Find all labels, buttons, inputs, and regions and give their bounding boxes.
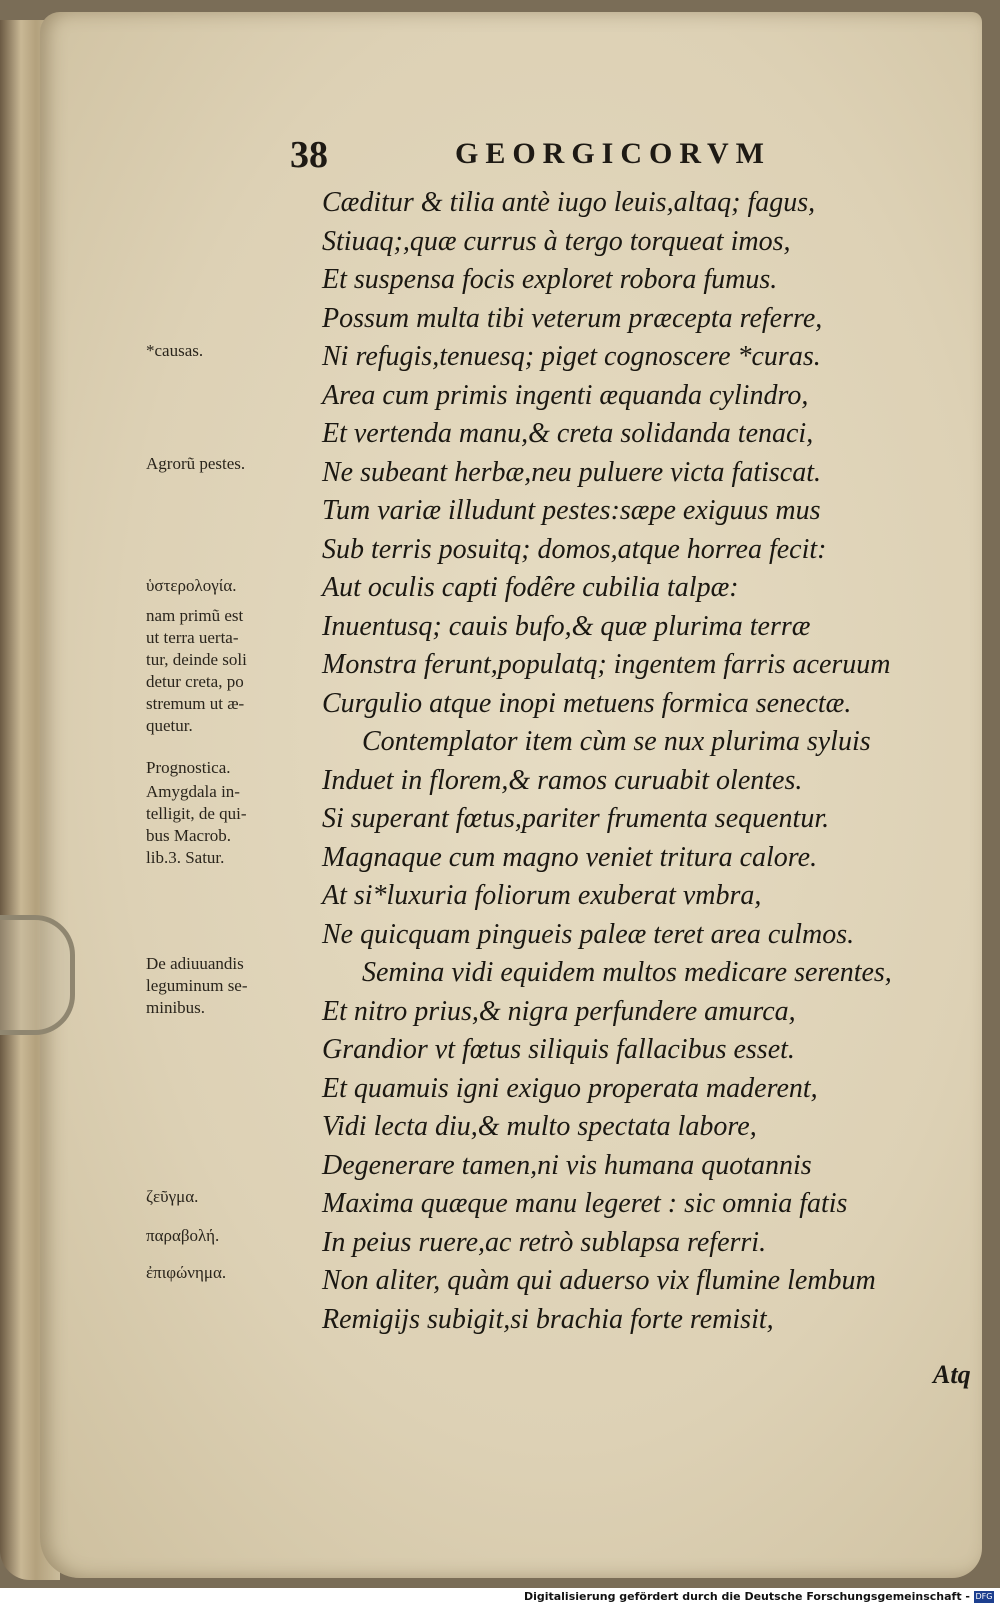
note-line: De adiuuandis <box>146 954 244 973</box>
verse-line: At si*luxuria foliorum exuberat vmbra, <box>322 880 762 911</box>
verse-line: Vidi lecta diu,& multo spectata labore, <box>322 1111 757 1142</box>
verse-line: Ne quicquam pingueis paleæ teret area culmos. <box>322 918 855 950</box>
verse-line: Semina vidi equidem multos medicare serentes, <box>362 957 892 988</box>
verse-line: Et quamuis igni exiguo properata maderent, <box>322 1072 818 1104</box>
verse-line: Et vertenda manu,& creta solidanda tenaci, <box>322 418 814 449</box>
note-line: stremum ut æ- <box>146 694 245 713</box>
verse-line: Possum multa tibi veterum præcepta referre, <box>322 302 823 334</box>
verse-line: Degenerare tamen,ni vis humana quotannis <box>322 1149 812 1181</box>
margin-note-nam-primum <box>146 605 247 737</box>
catchword: Atq <box>933 1360 971 1389</box>
margin-note-epiphonema: ἐπιφώνημα. <box>146 1263 227 1282</box>
note-line: minibus. <box>146 998 206 1017</box>
margin-note-agrorum-pestes: Agrorũ pestes. <box>146 454 246 473</box>
verse-line: Inuentusq; cauis bufo,& quæ plurima terræ <box>322 610 811 642</box>
verse-line: Contemplator item cùm se nux plurima syluis <box>362 726 871 757</box>
verse-line: Ni refugis,tenuesq; piget cognoscere *curas. <box>322 341 821 372</box>
verse-line: Et suspensa focis exploret robora fumus. <box>322 264 778 295</box>
verse-line: Sub terris posuitq; domos,atque horrea fecit: <box>322 533 827 565</box>
margin-note-hysterologia: ὑστερολογία. <box>146 576 237 595</box>
note-line: ut terra uerta- <box>146 628 239 647</box>
note-line: leguminum se- <box>146 976 248 995</box>
verse-line: Si superant fœtus,pariter frumenta sequentur. <box>322 803 830 834</box>
verse-line: In peius ruere,ac retrò sublapsa referri. <box>322 1226 767 1258</box>
verse-line: Induet in florem,& ramos curuabit olentes. <box>322 764 803 796</box>
margin-note-parabole: παραβολή. <box>146 1226 220 1245</box>
margin-note-adiuuandis <box>146 953 248 1019</box>
book-clasp <box>0 915 75 1035</box>
running-title: GEORGICORVM <box>455 137 771 170</box>
margin-note-zeugma: ζεῦγμα. <box>146 1187 199 1206</box>
page-number: 38 <box>290 134 328 176</box>
dfg-logo: DFG <box>975 1592 993 1601</box>
verse-line: Aut oculis capti fodêre cubilia talpæ: <box>322 572 739 603</box>
margin-note-causas: *causas. <box>146 341 204 360</box>
note-line: nam primũ est <box>146 606 244 625</box>
note-line: detur creta, po <box>146 672 244 691</box>
verse-line: Remigijs subigit,si brachia forte remisit, <box>322 1303 774 1335</box>
verse-text <box>322 184 972 1339</box>
verse-line: Magnaque cum magno veniet tritura calore. <box>322 841 818 873</box>
verse-line: Grandior vt fœtus siliquis fallacibus esset. <box>322 1034 795 1065</box>
verse-line: Stiuaq;,quæ currus à tergo torqueat imos, <box>322 225 791 257</box>
note-line: bus Macrob. <box>146 826 231 845</box>
footer-bar <box>0 1588 1000 1606</box>
verse-line: Non aliter, quàm qui aduerso vix flumine lembum <box>322 1265 876 1296</box>
note-line: quetur. <box>146 716 193 735</box>
footer-credit: Digitalisierung gefördert durch die Deutsche Forschungsgemeinschaft - <box>523 1590 970 1603</box>
verse-line: Monstra ferunt,populatq; ingentem farris aceruum <box>322 649 891 680</box>
verse-line: Area cum primis ingenti æquanda cylindro, <box>322 379 809 411</box>
note-line: lib.3. Satur. <box>146 848 225 867</box>
note-line: Amygdala in- <box>146 782 240 801</box>
verse-line: Curgulio atque inopi metuens formica senectæ. <box>322 687 852 719</box>
running-head <box>290 133 850 178</box>
note-line: tur, deinde soli <box>146 650 247 669</box>
verse-line: Maxima quæque manu legeret : sic omnia fatis <box>322 1188 848 1219</box>
margin-note-prognostica: Prognostica. <box>146 758 231 777</box>
margin-note-amygdala <box>146 781 247 869</box>
verse-line: Cæditur & tilia antè iugo leuis,altaq; fagus, <box>322 187 816 218</box>
verse-line: Et nitro prius,& nigra perfundere amurca, <box>322 995 796 1027</box>
verse-line: Ne subeant herbæ,neu puluere victa fatiscat. <box>322 456 821 488</box>
verse-line: Tum variæ illudunt pestes:sæpe exiguus mus <box>322 495 821 526</box>
note-line: telligit, de qui- <box>146 804 247 823</box>
